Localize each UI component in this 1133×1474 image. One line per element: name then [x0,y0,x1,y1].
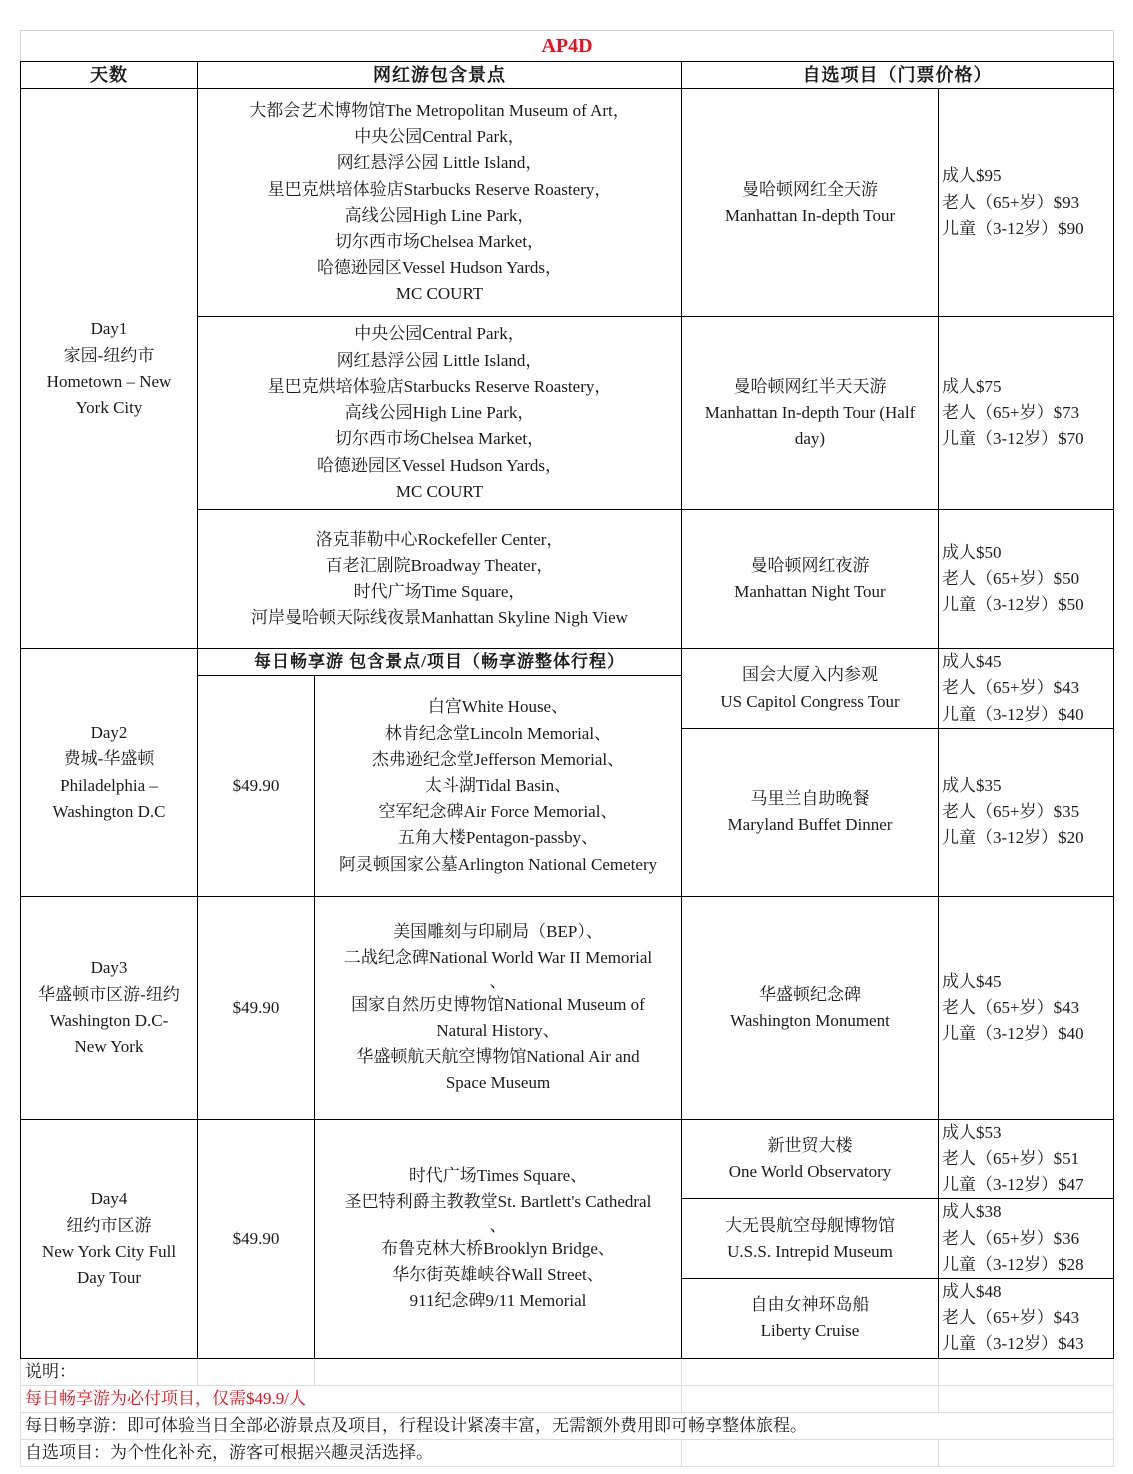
price-adult: 成人$53 [942,1122,1002,1142]
project-cell [682,1279,939,1359]
spot-line: 大都会艺术博物馆The Metropolitan Museum of Art， [249,100,630,120]
project-cell [682,728,939,896]
price-child: 儿童（3-12岁）$20 [942,828,1084,848]
spot-line: 阿灵顿国家公墓Arlington National Cemetery [338,854,658,874]
spots-cell [315,676,682,896]
header-days: 天数 [21,62,198,89]
project-name: 华盛顿纪念碑 [759,984,861,1004]
day3-row [21,896,1114,1119]
price-senior: 老人（65+岁）$35 [942,802,1080,822]
price-cell [939,728,1114,896]
day-label-line: Day3 [90,958,128,978]
day3-label-cell [21,896,198,1119]
project-name: Manhattan Night Tour [734,582,886,602]
day4-label-cell [21,1119,198,1358]
notes-optional-row [21,1440,1114,1467]
price-adult: 成人$75 [942,376,1002,396]
project-cell [682,317,939,510]
price-senior: 老人（65+岁）$36 [942,1228,1080,1248]
mandatory-note: 每日畅享游为必付项目，仅需$49.9/人 [21,1385,682,1412]
spots-cell [198,89,682,317]
day-label-line: York City [75,397,143,417]
spots-cell [315,896,682,1119]
daily-tour-subheader: 每日畅享游 包含景点/项目（畅享游整体行程） [198,649,682,676]
header-optional: 自选项目（门票价格） [682,62,1114,89]
day-label-line: Philadelphia – [60,775,158,795]
price-cell [939,317,1114,510]
spot-line: 、 [489,971,507,991]
price-child: 儿童（3-12岁）$28 [942,1254,1084,1274]
day-label-line: 纽约市区游 [66,1215,152,1235]
project-name: 自由女神环岛船 [750,1295,870,1315]
spot-line: 、 [489,1215,507,1235]
daily-tour-note: 每日畅享游：即可体验当日全部必游景点及项目，行程设计紧凑丰富，无需额外费用即可畅享整体旅程。 [21,1413,1114,1440]
price-child: 儿童（3-12岁）$70 [942,429,1084,449]
price-adult: 成人$48 [942,1282,1002,1302]
spot-line: 河岸曼哈顿天际线夜景Manhattan Skyline Nigh View [251,608,628,628]
spot-line: 时代广场Time Square， [353,582,526,602]
project-name: Manhattan In-depth Tour [724,205,896,225]
spot-line: 布鲁克林大桥Brooklyn Bridge、 [381,1238,615,1258]
day-label-line: Day1 [90,319,128,339]
price-cell [939,89,1114,317]
day-label-line: Washington D.C [52,801,166,821]
spot-line: 中央公园Central Park， [354,127,525,147]
spot-line: Space Museum [445,1073,551,1093]
project-name: 新世贸大楼 [767,1135,853,1155]
spot-line: 哈德逊园区Vessel Hudson Yards， [316,455,563,475]
header-spots: 网红游包含景点 [198,62,682,89]
price-senior: 老人（65+岁）$93 [942,192,1080,212]
price-cell [939,1119,1114,1199]
spot-line: 杰弗逊纪念堂Jefferson Memorial、 [371,749,625,769]
daily-tour-price: $49.90 [198,1119,315,1358]
optional-note: 自选项目：为个性化补充，游客可根据兴趣灵活选择。 [21,1440,682,1467]
day-label-line: Day4 [90,1189,128,1209]
day1-row-1 [21,89,1114,317]
project-name: 国会大厦入内参观 [742,665,878,685]
day-label-line: Day Tour [76,1267,142,1287]
price-senior: 老人（65+岁）$50 [942,569,1080,589]
price-cell [939,1279,1114,1359]
day-label-line: Washington D.C- [49,1010,169,1030]
price-cell [939,1199,1114,1279]
project-name: Maryland Buffet Dinner [727,815,893,835]
spot-line: 空军纪念碑Air Force Memorial、 [378,802,618,822]
price-adult: 成人$38 [942,1202,1002,1222]
title-row [21,31,1114,62]
spot-line: Natural History、 [436,1020,560,1040]
price-cell [939,896,1114,1119]
notes-heading: 说明： [21,1358,198,1385]
day-label-line: 费城-华盛顿 [63,749,155,769]
daily-tour-price: $49.90 [198,676,315,896]
project-name: day) [794,429,826,449]
day1-label-cell [21,89,198,649]
day-label-line: Hometown – New [46,371,172,391]
day-label-line: Day2 [90,723,128,743]
spot-line: 白宫White House、 [427,697,569,717]
day-label-line: 华盛顿市区游-纽约 [38,984,180,1004]
price-cell [939,510,1114,649]
spots-cell [198,510,682,649]
project-cell [682,1119,939,1199]
spots-cell [198,317,682,510]
project-name: 曼哈顿网红夜游 [750,556,870,575]
price-senior: 老人（65+岁）$43 [942,997,1080,1017]
day2-subheader-row [21,649,1114,676]
project-name: Washington Monument [730,1010,890,1030]
project-name: Liberty Cruise [760,1321,860,1341]
day2-label-cell [21,649,198,897]
price-senior: 老人（65+岁）$73 [942,403,1080,423]
price-child: 儿童（3-12岁）$43 [942,1334,1084,1354]
price-senior: 老人（65+岁）$43 [942,678,1080,698]
header-row [21,62,1114,89]
spot-line: 华盛顿航天航空博物馆National Air and [356,1047,640,1067]
price-senior: 老人（65+岁）$43 [942,1308,1080,1328]
spot-line: 切尔西市场Chelsea Market， [334,231,545,251]
day-label-line: New York City Full [41,1241,177,1261]
spot-line: 哈德逊园区Vessel Hudson Yards， [316,258,563,278]
itinerary-table [20,30,1114,1467]
spot-line: 二战纪念碑National World War II Memorial [343,948,653,968]
price-adult: 成人$35 [942,776,1002,795]
notes-heading-row [21,1358,1114,1385]
spot-line: 网红悬浮公园 Little Island， [336,350,543,370]
project-name: 曼哈顿网红全天游 [742,179,878,199]
spot-line: 华尔街英雄峡谷Wall Street、 [392,1264,604,1284]
spot-line: MC COURT [395,481,484,501]
spot-line: 国家自然历史博物馆National Museum of [351,994,645,1014]
spots-cell [315,1119,682,1358]
price-adult: 成人$45 [942,652,1002,672]
notes-mandatory-row [21,1385,1114,1412]
spot-line: 中央公园Central Park， [354,324,525,344]
day-label-line: New York [74,1037,144,1057]
spot-line: 网红悬浮公园 Little Island， [336,153,543,173]
project-name: 大无畏航空母舰博物馆 [725,1215,895,1235]
price-child: 儿童（3-12岁）$47 [942,1175,1084,1195]
spot-line: 百老汇剧院Broadway Theater， [325,556,554,575]
price-child: 儿童（3-12岁）$40 [942,1023,1084,1043]
daily-tour-price: $49.90 [198,896,315,1119]
spot-line: 林肯纪念堂Lincoln Memorial、 [384,723,612,743]
day4-row-1 [21,1119,1114,1199]
spot-line: 圣巴特利爵主教教堂St. Bartlett's Cathedral [344,1192,652,1212]
price-senior: 老人（65+岁）$51 [942,1149,1080,1169]
spot-line: 高线公园High Line Park， [344,403,535,423]
spot-line: 美国雕刻与印刷局（BEP）、 [393,922,603,942]
spot-line: 洛克菲勒中心Rockefeller Center， [315,529,564,549]
sheet-title: AP4D [21,31,1114,62]
price-child: 儿童（3-12岁）$90 [942,218,1084,238]
project-name: U.S.S. Intrepid Museum [727,1241,893,1261]
project-name: One World Observatory [728,1162,892,1182]
spot-line: 星巴克烘培体验店Starbucks Reserve Roastery， [267,179,612,199]
price-child: 儿童（3-12岁）$40 [942,704,1084,724]
project-cell [682,510,939,649]
project-name: 马里兰自助晚餐 [750,789,870,809]
spot-line: 星巴克烘培体验店Starbucks Reserve Roastery， [267,376,612,396]
project-cell [682,1199,939,1279]
spot-line: 太斗湖Tidal Basin、 [424,776,572,795]
price-adult: 成人$45 [942,971,1002,991]
project-name: Manhattan In-depth Tour (Half [704,403,916,423]
project-name: 曼哈顿网红半天天游 [733,376,887,396]
itinerary-sheet [20,30,1113,1467]
project-cell [682,89,939,317]
spot-line: 切尔西市场Chelsea Market， [334,429,545,449]
price-child: 儿童（3-12岁）$50 [942,595,1084,615]
day-label-line: 家园-纽约市 [63,345,155,365]
notes-daily-row [21,1413,1114,1440]
spot-line: 时代广场Times Square、 [408,1166,588,1186]
price-adult: 成人$95 [942,166,1002,186]
project-name: US Capitol Congress Tour [720,691,900,711]
spot-line: 911纪念碑9/11 Memorial [409,1291,587,1311]
spot-line: 五角大楼Pentagon-passby、 [397,828,599,848]
project-cell [682,896,939,1119]
spot-line: 高线公园High Line Park， [344,205,535,225]
project-cell [682,649,939,729]
price-adult: 成人$50 [942,542,1002,562]
price-cell [939,649,1114,729]
spot-line: MC COURT [395,284,484,304]
